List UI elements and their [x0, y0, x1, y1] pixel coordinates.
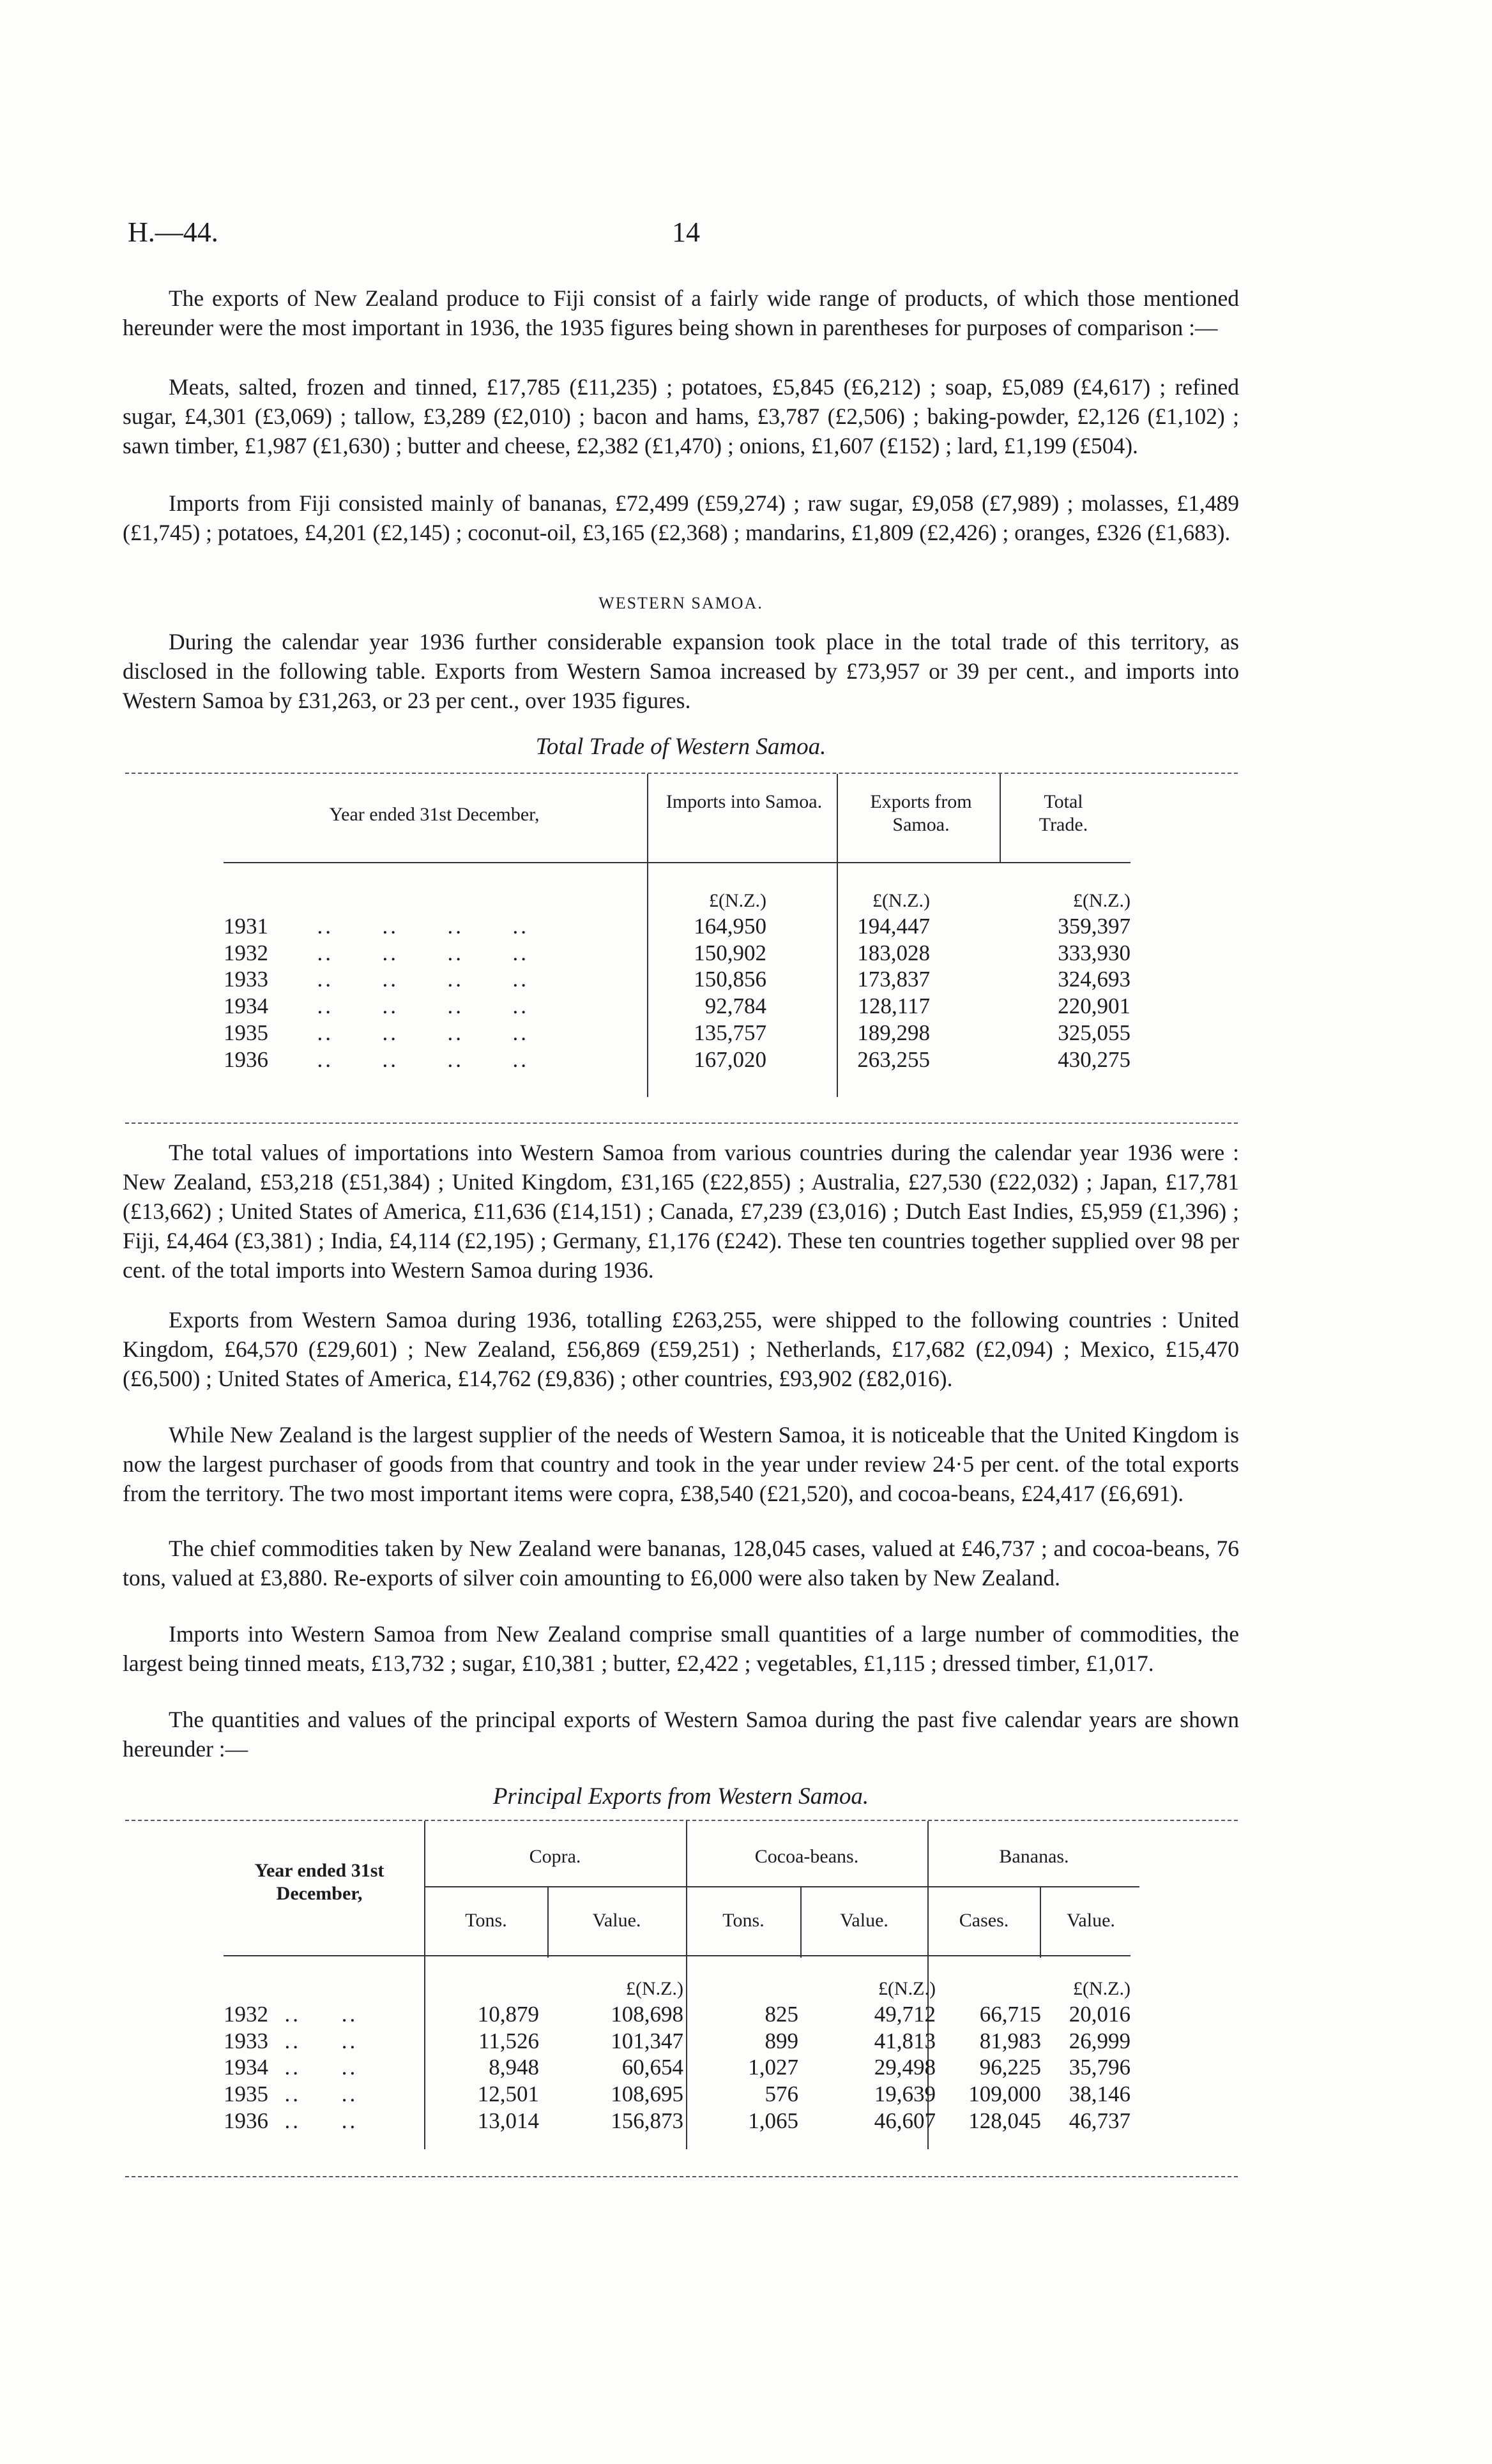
year-cell: 1934 .. ..: [224, 2055, 358, 2080]
paragraph-nz-commodities: The chief commodities taken by New Zealand were bananas, 128,045 cases, valued at £46,737 ; and cocoa-beans, 76 tons, valued at £3,880. Re-exports of silver coin amounting to £6,000 were also taken by New Zealand.: [123, 1536, 1239, 1591]
exports-cell: 183,028: [857, 940, 930, 965]
cocoa-value-cell: 41,813: [874, 2028, 936, 2053]
table2-units-row: [224, 1977, 1130, 2001]
copra-tons-cell: 10,879: [477, 2002, 539, 2027]
table2-sub-banana-value: Value.: [1067, 1910, 1115, 1931]
table-row: [224, 1020, 1130, 1047]
total-cell: 430,275: [1058, 1047, 1130, 1072]
imports-cell: 167,020: [694, 1047, 766, 1072]
banana-value-cell: 46,737: [1069, 2108, 1130, 2133]
table-row: [224, 2108, 1130, 2135]
year-cell: 1933 .. .. .. ..: [224, 967, 529, 992]
table2-unit-cocoa: £(N.Z.): [878, 1978, 936, 1999]
exports-cell: 263,255: [857, 1047, 930, 1072]
banana-value-cell: 26,999: [1069, 2028, 1130, 2053]
cocoa-value-cell: 19,639: [874, 2082, 936, 2107]
imports-cell: 92,784: [704, 994, 766, 1019]
paragraph-principal-exports-intro: The quantities and values of the principal exports of Western Samoa during the past five calendar years are shown hereunder :—: [123, 1707, 1239, 1762]
imports-cell: 164,950: [694, 914, 766, 939]
table2-sub-banana-cases: Cases.: [959, 1910, 1009, 1931]
table2-unit-copra: £(N.Z.): [626, 1978, 683, 1999]
year-cell: 1936 .. .. .. ..: [224, 1047, 529, 1072]
table1-unit-exports: £(N.Z.): [872, 890, 930, 911]
table1-header-exports: Exports from Samoa.: [870, 791, 972, 835]
table1-header-imports: Imports into Samoa.: [666, 791, 823, 812]
paragraph-samoa-imports: The total values of importations into Western Samoa from various countries during the calendar year 1936 were : New Zealand, £53,218 (£51,384) ; United Kingdom, £31,165 (£22,855) ; Australia, £27,530 (£22,032) ; Japan, £17,781 (£13,662) ; United States of America, £11,636 (£14,151) ; Canada, £7,239 (£3,016) ; Dutch East Indies, £5,959 (£1,396) ; Fiji, £4,464 (£3,381) ; India, £4,114 (£2,195) ; Germany, £1,176 (£242). These ten countries together supplied over 98 per cent. of the total imports into Western Samoa during 1936.: [123, 1140, 1239, 1283]
banana-cases-cell: 66,715: [979, 2002, 1041, 2027]
banana-value-cell: 35,796: [1069, 2055, 1130, 2080]
table-row: [224, 966, 1130, 993]
table-row: [224, 1047, 1130, 1073]
total-cell: 359,397: [1058, 914, 1130, 939]
table-row: [224, 2081, 1130, 2108]
cocoa-tons-cell: 576: [765, 2082, 798, 2107]
table2-sub-cocoa-value: Value.: [840, 1910, 888, 1931]
year-cell: 1934 .. .. .. ..: [224, 994, 529, 1019]
table2-sub-copra-value: Value.: [592, 1910, 641, 1931]
copra-value-cell: 108,695: [611, 2082, 683, 2107]
table2-unit-bananas: £(N.Z.): [1073, 1978, 1130, 1999]
paragraph-largest-supplier: While New Zealand is the largest supplier of the needs of Western Samoa, it is noticeable that the United Kingdom is now the largest purchaser of goods from that country and took in the year under review 24·5 per cent. of the total exports from the territory. The two most important items were copra, £38,540 (£21,520), and cocoa-beans, £24,417 (£6,691).: [123, 1422, 1239, 1506]
table-row: [224, 2028, 1130, 2055]
section-heading-western-samoa: WESTERN SAMOA.: [598, 594, 763, 612]
table1-unit-total: £(N.Z.): [1073, 890, 1130, 911]
cocoa-tons-cell: 899: [765, 2028, 798, 2053]
table1-bottom-rule: [125, 1122, 1238, 1124]
exports-cell: 128,117: [858, 994, 930, 1019]
copra-tons-cell: 12,501: [477, 2082, 539, 2107]
exports-cell: 194,447: [857, 914, 930, 939]
banana-cases-cell: 81,983: [979, 2028, 1041, 2053]
paragraph-imports-from-nz: Imports into Western Samoa from New Zealand comprise small quantities of a large number of commodities, the largest being tinned meats, £13,732 ; sugar, £10,381 ; butter, £2,422 ; vegetables, £1,115 ; dressed timber, £1,017.: [123, 1621, 1239, 1676]
table1-units-row: [224, 889, 1130, 913]
table-row: [224, 2054, 1130, 2081]
cocoa-value-cell: 29,498: [874, 2055, 936, 2080]
paragraph-fiji-imports: Imports from Fiji consisted mainly of bananas, £72,499 (£59,274) ; raw sugar, £9,058 (£7,989) ; molasses, £1,489 (£1,745) ; potatoes, £4,201 (£2,145) ; coconut-oil, £3,165 (£2,368) ; mandarins, £1,809 (£2,426) ; oranges, £326 (£1,683).: [123, 490, 1239, 545]
page-number: 14: [672, 216, 700, 248]
cocoa-tons-cell: 825: [765, 2002, 798, 2027]
copra-tons-cell: 13,014: [477, 2108, 539, 2133]
year-cell: 1935 .. .. .. ..: [224, 1020, 529, 1045]
banana-cases-cell: 109,000: [968, 2082, 1041, 2107]
paragraph-samoa-intro: During the calendar year 1936 further considerable expansion took place in the total trade of this territory, as disclosed in the following table. Exports from Western Samoa increased by £73,957 or 39 per cent., and imports into Western Samoa by £31,263, or 23 per cent., over 1935 figures.: [123, 629, 1239, 713]
copra-tons-cell: 8,948: [489, 2055, 539, 2080]
table1-header-rule: [224, 862, 1130, 863]
document-code: H.—44.: [128, 216, 218, 248]
table2-bottom-rule: [125, 2176, 1238, 2177]
table1-header-total: Total Trade.: [1039, 791, 1088, 835]
cocoa-tons-cell: 1,027: [748, 2055, 798, 2080]
table1-total-trade: [224, 889, 1130, 1073]
table1-caption: Total Trade of Western Samoa.: [535, 734, 826, 760]
table-row: [224, 2001, 1130, 2028]
table1-unit-imports: £(N.Z.): [709, 890, 766, 911]
table2-principal-exports: [224, 1977, 1130, 2135]
total-cell: 220,901: [1058, 994, 1130, 1019]
exports-cell: 189,298: [857, 1020, 930, 1045]
banana-cases-cell: 96,225: [979, 2055, 1041, 2080]
imports-cell: 135,757: [694, 1020, 766, 1045]
banana-value-cell: 38,146: [1069, 2082, 1130, 2107]
table2-group-copra: Copra.: [529, 1846, 581, 1867]
banana-cases-cell: 128,045: [968, 2108, 1041, 2133]
table2-sub-cocoa-tons: Tons.: [722, 1910, 765, 1931]
table-row: [224, 913, 1130, 940]
year-cell: 1933 .. ..: [224, 2028, 358, 2053]
table-row: [224, 940, 1130, 967]
table2-top-rule: [125, 1820, 1238, 1821]
copra-tons-cell: 11,526: [478, 2028, 539, 2053]
year-cell: 1936 .. ..: [224, 2108, 358, 2133]
imports-cell: 150,902: [694, 940, 766, 965]
table2-header-rule: [224, 1955, 1130, 1956]
year-cell: 1935 .. ..: [224, 2082, 358, 2107]
total-cell: 333,930: [1058, 940, 1130, 965]
table2-group-cocoa: Cocoa-beans.: [754, 1846, 859, 1867]
year-cell: 1932 .. ..: [224, 2002, 358, 2027]
copra-value-cell: 108,698: [611, 2002, 683, 2027]
cocoa-tons-cell: 1,065: [748, 2108, 798, 2133]
copra-value-cell: 60,654: [621, 2055, 683, 2080]
paragraph-samoa-exports: Exports from Western Samoa during 1936, totalling £263,255, were shipped to the following countries : United Kingdom, £64,570 (£29,601) ; New Zealand, £56,869 (£59,251) ; Netherlands, £17,682 (£2,094) ; Mexico, £15,470 (£6,500) ; United States of America, £14,762 (£9,836) ; other countries, £93,902 (£82,016).: [123, 1307, 1239, 1391]
total-cell: 324,693: [1058, 967, 1130, 992]
table1-header-year: Year ended 31st December,: [329, 804, 540, 825]
table2-group-bananas: Bananas.: [999, 1846, 1069, 1867]
table-row: [224, 993, 1130, 1020]
exports-cell: 173,837: [857, 967, 930, 992]
year-cell: 1931 .. .. .. ..: [224, 914, 529, 939]
cocoa-value-cell: 49,712: [874, 2002, 936, 2027]
banana-value-cell: 20,016: [1069, 2002, 1130, 2027]
table1-top-rule: [125, 773, 1238, 774]
copra-value-cell: 101,347: [611, 2028, 683, 2053]
paragraph-fiji-exports: The exports of New Zealand produce to Fiji consist of a fairly wide range of products, of which those mentioned hereunder were the most important in 1936, the 1935 figures being shown in parentheses for purposes of comparison :—: [123, 285, 1239, 340]
copra-value-cell: 156,873: [611, 2108, 683, 2133]
cocoa-value-cell: 46,607: [874, 2108, 936, 2133]
table2-sub-copra-tons: Tons.: [465, 1910, 507, 1931]
table2-group-rule: [424, 1886, 1139, 1887]
year-cell: 1932 .. .. .. ..: [224, 940, 529, 965]
table2-header-year: Year ended 31st December,: [254, 1860, 384, 1904]
paragraph-fiji-export-items: Meats, salted, frozen and tinned, £17,785 (£11,235) ; potatoes, £5,845 (£6,212) ; soap, £5,089 (£4,617) ; refined sugar, £4,301 (£3,069) ; tallow, £3,289 (£2,010) ; bacon and hams, £3,787 (£2,506) ; baking-powder, £2,126 (£1,102) ; sawn timber, £1,987 (£1,630) ; butter and cheese, £2,382 (£1,470) ; onions, £1,607 (£152) ; lard, £1,199 (£504).: [123, 374, 1239, 458]
table2-caption: Principal Exports from Western Samoa.: [492, 1783, 869, 1810]
imports-cell: 150,856: [694, 967, 766, 992]
total-cell: 325,055: [1058, 1020, 1130, 1045]
table1-divider-3: [1000, 774, 1001, 863]
